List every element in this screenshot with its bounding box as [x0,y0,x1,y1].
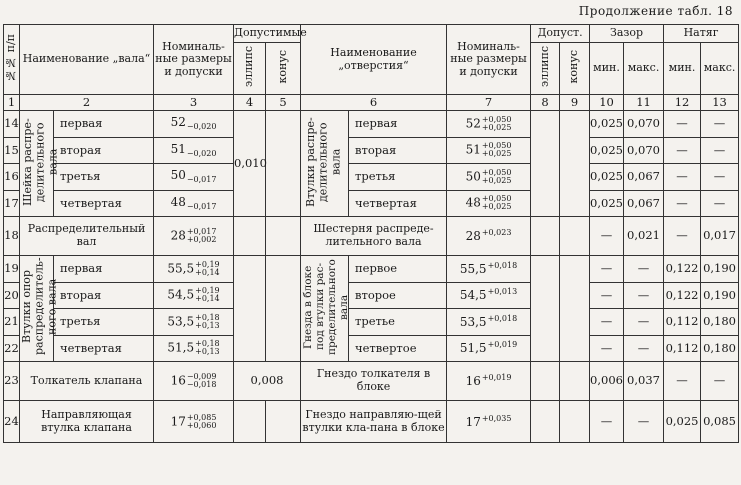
header-int-min: мин. [664,43,701,95]
sub-label: третья [54,164,154,191]
gap-min: 0,025 [590,111,624,138]
header-int-max: макс. [701,43,739,95]
dim-2: $28^{+0,023}$ [447,217,531,256]
gap-min: 0,006 [590,362,624,401]
hole-name: Гнездо толкателя в блоке [301,362,447,401]
header-nominal-2: Номиналь-ные размеры и допуски [447,25,531,95]
cone-19-22 [266,256,301,362]
ellipse2-24 [531,401,560,443]
table-row [4,256,739,283]
gap-max: — [624,309,664,336]
dim-2: $16^{+0,019}$ [447,362,531,401]
table-row [4,401,739,443]
cone-14-17 [266,111,301,217]
int-max: 0,180 [701,335,739,362]
tolerance-table [3,24,739,443]
gap-min: 0,025 [590,137,624,164]
hole-name: Шестерня распреде-лительного вала [301,217,447,256]
dim-2: 51 +0,050 +0,025 [447,137,531,164]
int-min: 0,025 [664,401,701,443]
int-min: — [664,362,701,401]
ellipse-18 [234,217,266,256]
dim-1: 17 +0,085 +0,060 [154,401,234,443]
gap-max: 0,067 [624,190,664,217]
colnum: 6 [301,95,447,111]
gap-max: — [624,256,664,283]
table-row [4,362,739,401]
int-max: — [701,362,739,401]
row-number: 14 [4,111,20,138]
sub-label: первая [54,111,154,138]
sub-label-2: четвертое [349,335,447,362]
int-min: — [664,137,701,164]
colnum: 5 [266,95,301,111]
gap-min: — [590,282,624,309]
shaft-name: Распределительный вал [20,217,154,256]
ellipse2-14-17 [531,111,560,217]
colnum: 12 [664,95,701,111]
dim-1: 51,5 +0,18 +0,13 [154,335,234,362]
colnum: 7 [447,95,531,111]
gap-max: — [624,335,664,362]
row-number: 15 [4,137,20,164]
group-block-socket: Гнезда в блоке под втулки рас-пределительного вала [301,256,349,362]
colnum: 11 [624,95,664,111]
dim-1: 53,5 +0,18 +0,13 [154,309,234,336]
sub-label: вторая [54,137,154,164]
row-number: 20 [4,282,20,309]
row-number: 22 [4,335,20,362]
header-gap-min: мин. [590,43,624,95]
sub-label-2: первая [349,111,447,138]
group-hub-sleeve: Втулки распре-делительного вала [301,111,349,217]
header-gap-max: макс. [624,43,664,95]
colnum: 2 [20,95,154,111]
header-allowed-2: Допуст. [531,25,590,43]
gap-min: 0,025 [590,190,624,217]
gap-max: 0,037 [624,362,664,401]
table-row [4,335,739,362]
header-cone-1: конус [266,43,301,95]
ellipse2-23 [531,362,560,401]
sub-label-2: третья [349,164,447,191]
sub-label-2: вторая [349,137,447,164]
int-max: 0,180 [701,309,739,336]
sub-label: вторая [54,282,154,309]
dim-1: 55,5 +0,19 +0,14 [154,256,234,283]
row-number: 18 [4,217,20,256]
int-max: 0,017 [701,217,739,256]
colnum: 3 [154,95,234,111]
ellipse-14-17: 0,010 [234,111,266,217]
dim-2: $53,5^{+0,018}$ [447,309,531,336]
dim-1: $51_{-0,020}$ [154,137,234,164]
sub-label-2: четвертая [349,190,447,217]
group-shaft-neck: Шейка распре-делительного вала [20,111,54,217]
cone2-24 [560,401,590,443]
colnum: 4 [234,95,266,111]
dim-1: $52_{-0,020}$ [154,111,234,138]
int-max: — [701,137,739,164]
gap-max: — [624,282,664,309]
cone2-14-17 [560,111,590,217]
header-cone-2: конус [560,43,590,95]
int-max: — [701,164,739,191]
int-min: — [664,164,701,191]
gap-min: — [590,335,624,362]
table-row [4,217,739,256]
gap-max: 0,067 [624,164,664,191]
dim-1: 16 −0,009 −0,018 [154,362,234,401]
int-min: 0,112 [664,309,701,336]
colnum: 10 [590,95,624,111]
table-row [4,282,739,309]
int-max: 0,190 [701,282,739,309]
dim-2: $54,5^{+0,013}$ [447,282,531,309]
header-ellipse-2: эллипс [531,43,560,95]
colnum: 9 [560,95,590,111]
sub-label: третья [54,309,154,336]
shaft-name: Толкатель клапана [20,362,154,401]
sub-label: четвертая [54,335,154,362]
gap-max: — [624,401,664,443]
group-bushing-support: Втулки опор распределитель-ного вала [20,256,54,362]
gap-min: — [590,401,624,443]
hole-name: Гнездо направляю-щей втулки кла-пана в блоке [301,401,447,443]
dim-2: 48 +0,050 +0,025 [447,190,531,217]
dim-2: $17^{+0,035}$ [447,401,531,443]
colnum: 8 [531,95,560,111]
header-nominal-1: Номиналь-ные размеры и допуски [154,25,234,95]
cone2-23 [560,362,590,401]
shaft-name: Направляющая втулка клапана [20,401,154,443]
cone-24 [266,401,301,443]
dim-1: $48_{-0,017}$ [154,190,234,217]
row-number: 24 [4,401,20,443]
cone2-19-22 [560,256,590,362]
header-n: №№ п/п [4,25,20,95]
sub-label-2: первое [349,256,447,283]
int-max: 0,190 [701,256,739,283]
sub-label: первая [54,256,154,283]
row-number: 23 [4,362,20,401]
row-number: 17 [4,190,20,217]
table-row [4,164,739,191]
header-interference: Натяг [664,25,739,43]
table-row [4,137,739,164]
int-min: 0,112 [664,335,701,362]
gap-max: 0,070 [624,111,664,138]
table-row [4,309,739,336]
dim-2: 50 +0,050 +0,025 [447,164,531,191]
sub-label-2: третье [349,309,447,336]
dim-2: 52 +0,050 +0,025 [447,111,531,138]
int-min: 0,122 [664,256,701,283]
table-row [4,111,739,138]
sub-label-2: второе [349,282,447,309]
gap-min: — [590,256,624,283]
colnum: 1 [4,95,20,111]
int-min: 0,122 [664,282,701,309]
row-number: 16 [4,164,20,191]
gap-min: 0,025 [590,164,624,191]
dim-1: 28 +0,017 +0,002 [154,217,234,256]
gap-max: 0,021 [624,217,664,256]
dim-2: $51,5^{+0,019}$ [447,335,531,362]
dim-1: $50_{-0,017}$ [154,164,234,191]
cone2-18 [560,217,590,256]
header-gap: Зазор [590,25,664,43]
dim-1: 54,5 +0,19 +0,14 [154,282,234,309]
int-max: — [701,111,739,138]
ellipse-23: 0,008 [234,362,301,401]
ellipse-19-22 [234,256,266,362]
cone-18 [266,217,301,256]
ellipse-24 [234,401,266,443]
row-number: 21 [4,309,20,336]
gap-min: — [590,217,624,256]
int-max: 0,085 [701,401,739,443]
table-caption: Продолжение табл. 18 [578,4,733,18]
dim-2: $55,5^{+0,018}$ [447,256,531,283]
gap-min: — [590,309,624,336]
gap-max: 0,070 [624,137,664,164]
ellipse2-18 [531,217,560,256]
header-ellipse-1: эллипс [234,43,266,95]
int-min: — [664,111,701,138]
row-number: 19 [4,256,20,283]
int-min: — [664,190,701,217]
header-hole-name: Наименование „отверстия“ [301,25,447,95]
table-row [4,190,739,217]
int-min: — [664,217,701,256]
header-shaft-name: Наименование „вала“ [20,25,154,95]
colnum: 13 [701,95,739,111]
int-max: — [701,190,739,217]
sub-label: четвертая [54,190,154,217]
ellipse2-19-22 [531,256,560,362]
header-allowed-1: Допустимые [234,25,301,43]
